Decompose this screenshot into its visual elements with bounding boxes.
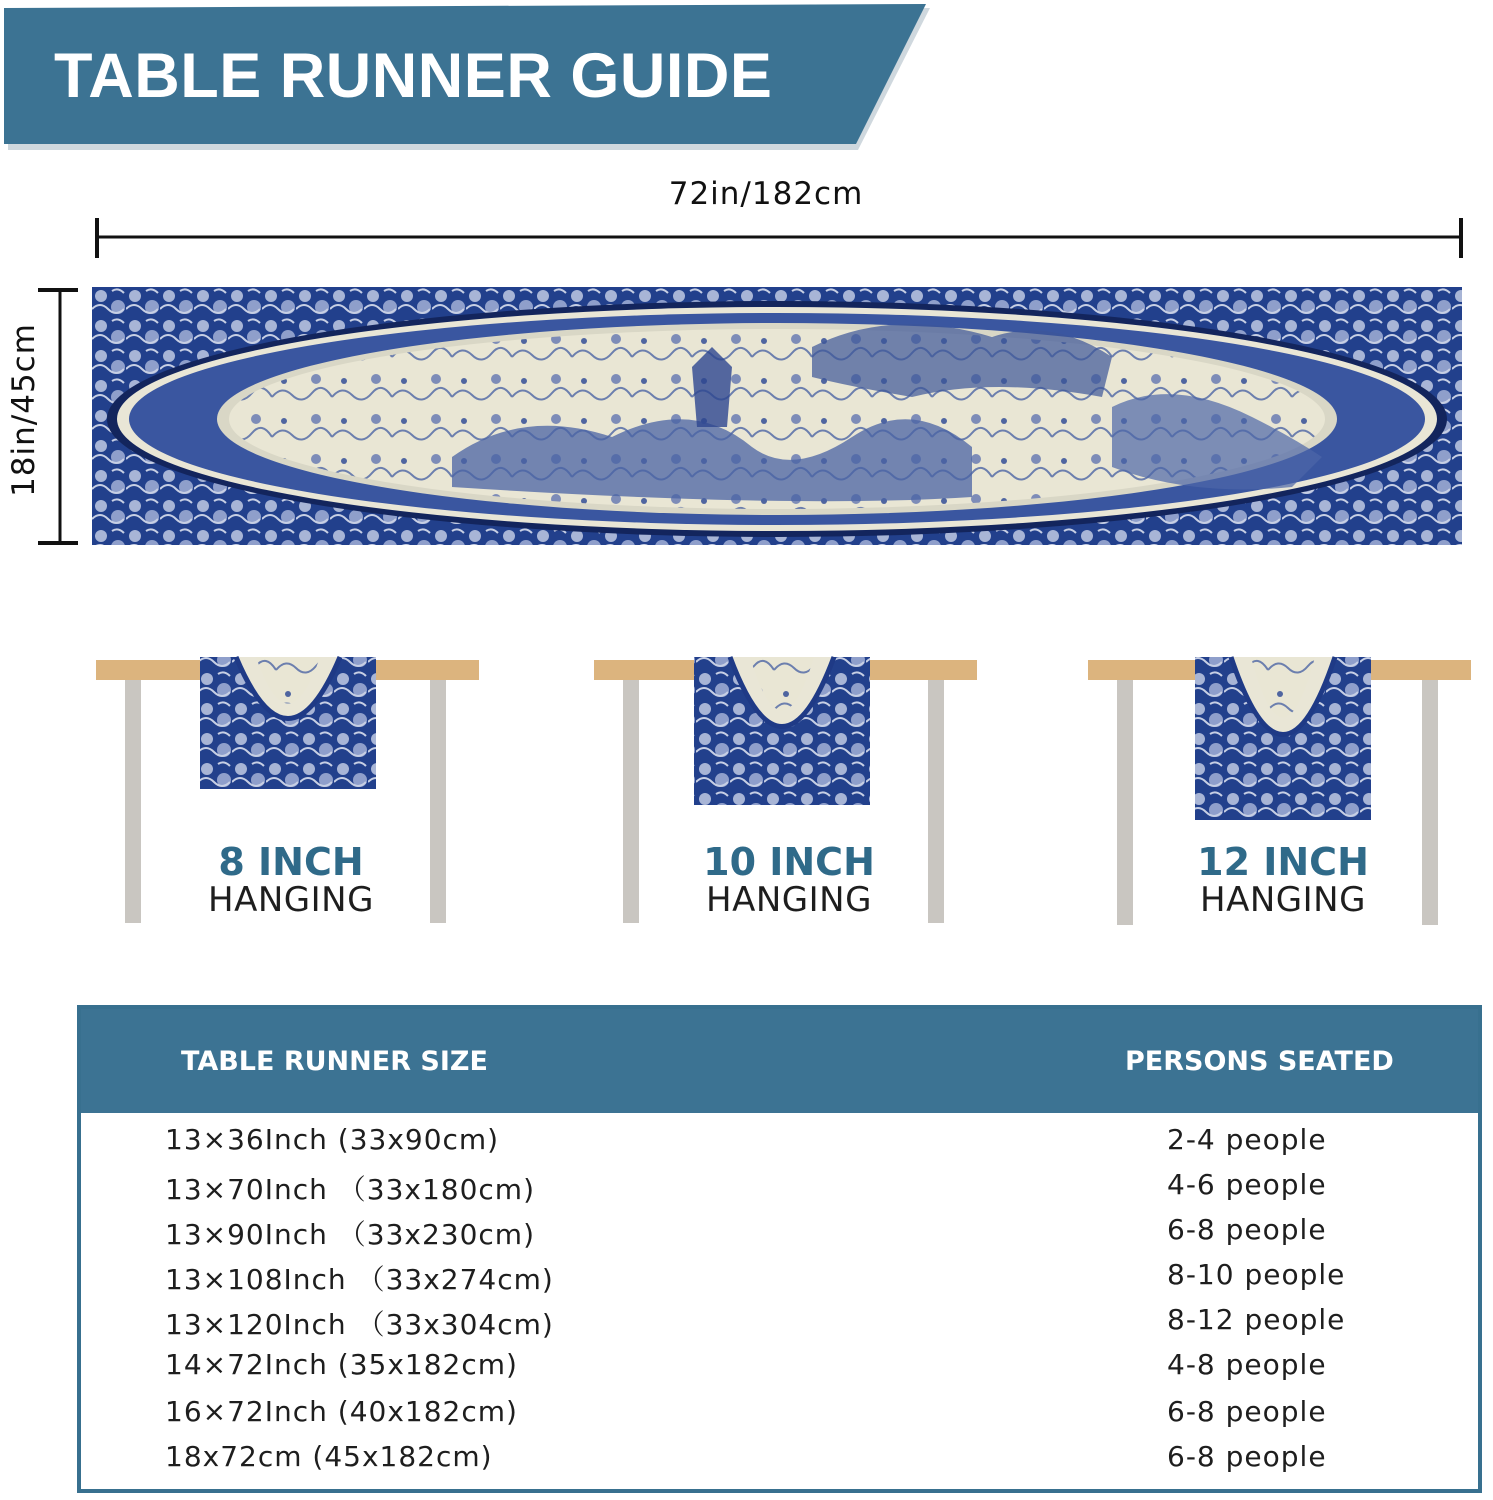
row-persons: 6-8 people [1167, 1213, 1327, 1246]
row-persons: 4-8 people [1167, 1348, 1327, 1381]
table-row [81, 1168, 1478, 1212]
row-size: 13×90Inch （33x230cm) [165, 1218, 536, 1251]
row-size: 13×120Inch （33x304cm) [165, 1308, 554, 1341]
hanging-size-label: 8 INCH [218, 840, 364, 884]
row-persons: 6-8 people [1167, 1440, 1327, 1473]
row-persons: 8-12 people [1167, 1303, 1346, 1336]
header-table-runner-size: TABLE RUNNER SIZE [181, 1046, 488, 1077]
table-row [81, 1213, 1478, 1257]
width-dimension-label: 72in/182cm [668, 176, 864, 212]
size-table [77, 1005, 1482, 1493]
hanging-size-label: 10 INCH [703, 840, 875, 884]
hanging-word-label: HANGING [706, 880, 872, 920]
row-persons: 2-4 people [1167, 1123, 1327, 1156]
height-dimension-label: 18in/45cm [6, 323, 42, 497]
page-title: TABLE RUNNER GUIDE [54, 41, 773, 111]
row-size: 13×70Inch （33x180cm) [165, 1173, 536, 1206]
table-row [81, 1303, 1478, 1347]
hanging-diagram-10-inch [594, 640, 984, 940]
table-row [81, 1348, 1478, 1392]
table-row [81, 1440, 1478, 1484]
hanging-diagram-8-inch [96, 640, 486, 940]
hanging-size-label: 12 INCH [1197, 840, 1369, 884]
hanging-diagram-12-inch [1088, 640, 1478, 940]
size-table-header [81, 1009, 1478, 1113]
table-row [81, 1123, 1478, 1167]
row-size: 13×108Inch （33x274cm) [165, 1263, 554, 1296]
row-persons: 4-6 people [1167, 1168, 1327, 1201]
row-persons: 8-10 people [1167, 1258, 1346, 1291]
table-runner-image [92, 287, 1462, 545]
table-row [81, 1258, 1478, 1302]
hanging-word-label: HANGING [208, 880, 374, 920]
row-size: 13×36Inch (33x90cm) [165, 1123, 500, 1156]
table-row [81, 1395, 1478, 1439]
header-persons-seated: PERSONS SEATED [1125, 1046, 1394, 1077]
row-size: 16×72Inch (40x182cm) [165, 1395, 518, 1428]
hanging-word-label: HANGING [1200, 880, 1366, 920]
row-size: 14×72Inch (35x182cm) [165, 1348, 518, 1381]
row-size: 18x72cm (45x182cm) [165, 1440, 493, 1473]
row-persons: 6-8 people [1167, 1395, 1327, 1428]
